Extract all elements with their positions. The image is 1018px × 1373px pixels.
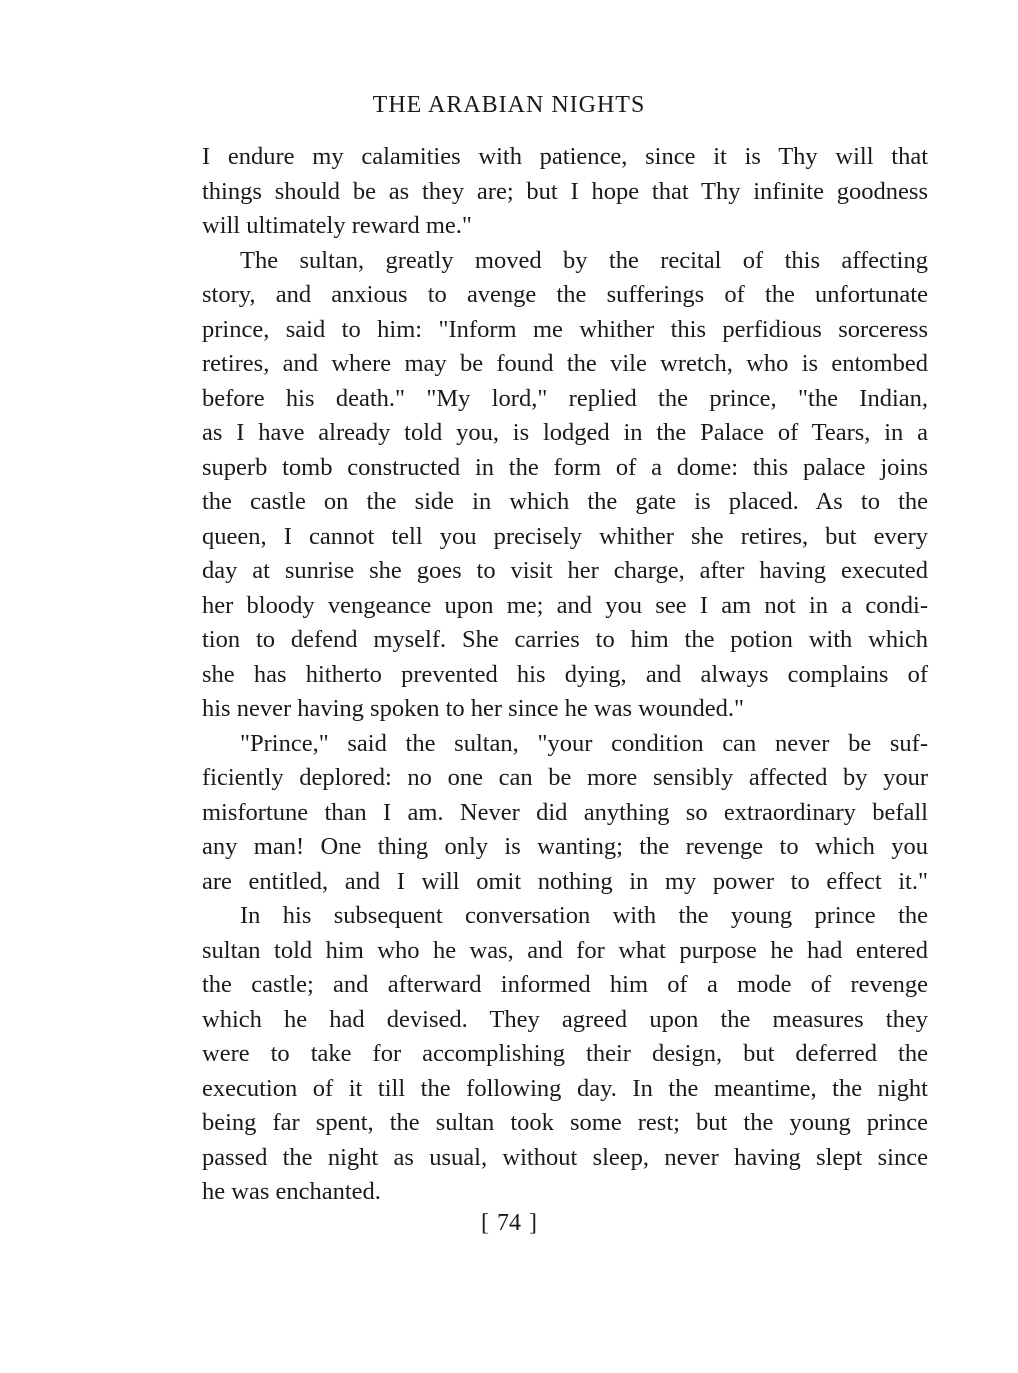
paragraph bbox=[202, 899, 928, 1210]
page-number: [ 74 ] bbox=[481, 1210, 537, 1236]
paragraph bbox=[202, 727, 928, 900]
text-line: she has hitherto prevented his dying, and always complains of bbox=[202, 660, 928, 688]
text-line: "Prince," said the sultan, "your condition can never be suf- bbox=[240, 729, 928, 757]
text-line: sultan told him who he was, and for what purpose he had entered bbox=[202, 936, 928, 964]
text-line: retires, and where may be found the vile wretch, who is entombed bbox=[202, 350, 928, 377]
paragraph bbox=[202, 244, 928, 727]
text-line: day at sunrise she goes to visit her charge, after having executed bbox=[202, 557, 928, 584]
paragraph bbox=[202, 140, 928, 244]
text-line: which he had devised. They agreed upon the measures they bbox=[202, 1005, 928, 1033]
text-line: the castle; and afterward informed him of a mode of revenge bbox=[202, 971, 928, 998]
text-line: superb tomb constructed in the form of a dome: this palace joins bbox=[202, 453, 928, 481]
text-line: his never having spoken to her since he was wounded." bbox=[202, 695, 745, 722]
text-line: things should be as they are; but I hope that Thy infinite goodness bbox=[202, 177, 928, 205]
body-text bbox=[202, 140, 928, 1210]
text-line: are entitled, and I will omit nothing in my power to effect it." bbox=[202, 867, 928, 895]
text-line: story, and anxious to avenge the sufferings of the unfortunate bbox=[202, 281, 928, 308]
text-line: he was enchanted. bbox=[202, 1178, 381, 1205]
running-head: THE ARABIAN NIGHTS bbox=[372, 92, 646, 118]
text-line: prince, said to him: "Inform me whither this perfidious sorceress bbox=[202, 315, 928, 343]
text-line: the castle on the side in which the gate is placed. As to the bbox=[202, 488, 928, 515]
text-line: The sultan, greatly moved by the recital of this affecting bbox=[240, 246, 928, 274]
text-line: misfortune than I am. Never did anything so extraordinary befall bbox=[202, 798, 928, 826]
text-line: being far spent, the sultan took some rest; but the young prince bbox=[202, 1109, 928, 1136]
text-line: passed the night as usual, without sleep, never having slept since bbox=[202, 1143, 928, 1171]
text-line: before his death." "My lord," replied the prince, "the Indian, bbox=[202, 384, 928, 412]
text-line: will ultimately reward me." bbox=[202, 212, 472, 239]
text-line: execution of it till the following day. In the meantime, the night bbox=[202, 1074, 928, 1102]
text-line: I endure my calamities with patience, since it is Thy will that bbox=[202, 143, 928, 170]
text-line: queen, I cannot tell you precisely whither she retires, but every bbox=[202, 522, 928, 550]
text-line: tion to defend myself. She carries to him the potion with which bbox=[202, 626, 928, 653]
text-line: were to take for accomplishing their design, but deferred the bbox=[202, 1040, 928, 1067]
text-line: any man! One thing only is wanting; the revenge to which you bbox=[202, 833, 928, 860]
text-line: In his subsequent conversation with the young prince the bbox=[240, 902, 928, 929]
text-line: as I have already told you, is lodged in the Palace of Tears, in a bbox=[202, 419, 928, 446]
page-number-value: 74 bbox=[497, 1210, 521, 1236]
text-line: her bloody vengeance upon me; and you see I am not in a condi- bbox=[202, 591, 928, 619]
text-line: ficiently deplored: no one can be more sensibly affected by your bbox=[202, 764, 928, 791]
